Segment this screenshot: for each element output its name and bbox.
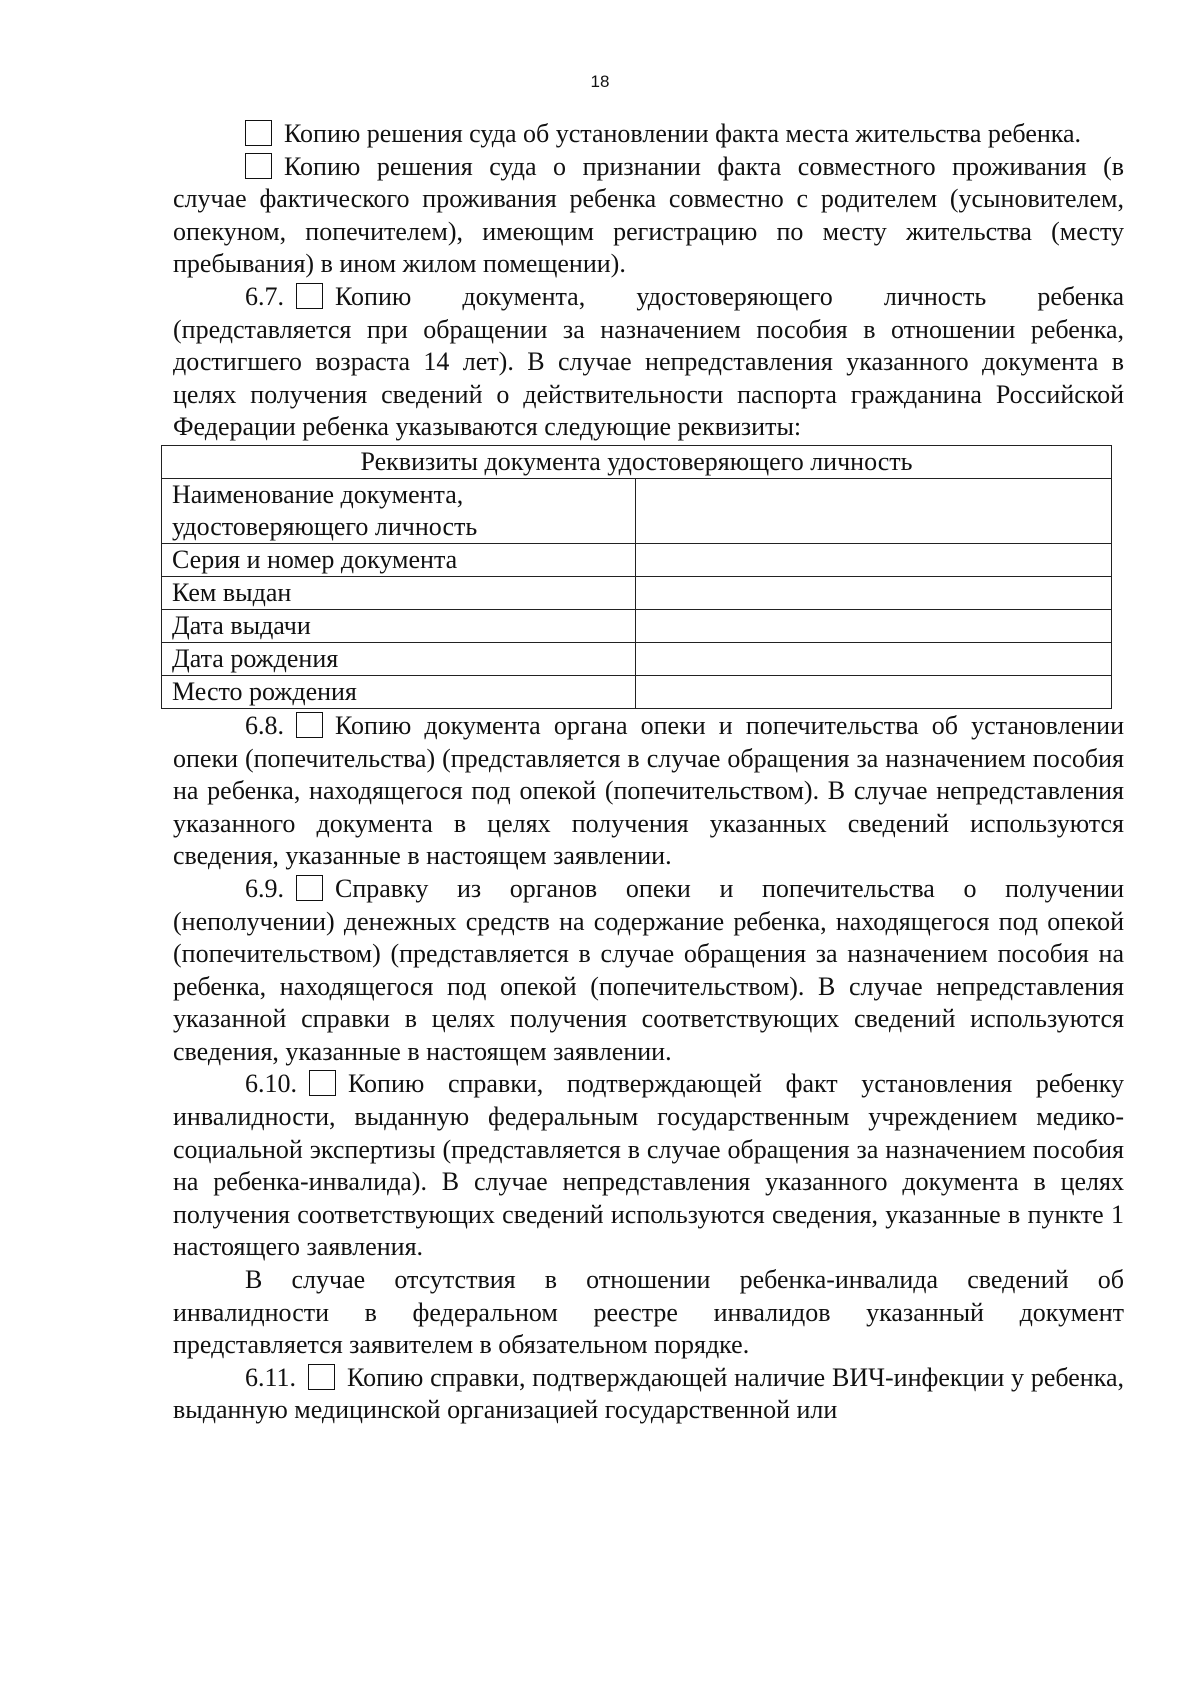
item-court-residence [173,118,1124,151]
table-row-label: Наименование документа, удостоверяющего личность [162,478,636,543]
item-court-cohabitation [173,151,1124,281]
item-number: 6.8. [245,710,284,740]
checkbox-6-11[interactable] [308,1364,335,1390]
item-text: Копию решения суда об установлении факта места жительства ребенка. [284,119,1082,148]
table-row-label: Дата выдачи [162,609,636,642]
item-6-11 [173,1362,1124,1427]
item-number: 6.7. [245,281,284,311]
table-row-value[interactable] [636,609,1112,642]
table-row [162,543,1112,576]
checkbox-6-7[interactable] [296,283,323,309]
item-6-7 [173,281,1124,444]
table-row-value[interactable] [636,675,1112,708]
table-row [162,478,1112,543]
table-row-value[interactable] [636,576,1112,609]
item-number: 6.9. [245,873,284,903]
page-number: 18 [590,72,610,91]
item-text: Справку из органов опеки и попечительства о получении (неполучении) денежных средств на содержание ребенка, находящегося под опекой (попечительством) (представляется в случае обращения за назначением пособия на ребенка, находящегося под опекой (попечительством). В случае непредставления указанной справки в целях получения соответствующих сведений используются сведения, указанные в настоящем заявлении. [173,873,1124,1066]
table-row [162,675,1112,708]
item-number: 6.10. [245,1069,297,1099]
table-row [162,642,1112,675]
table-row-label: Серия и номер документа [162,543,636,576]
table-header-row [162,445,1112,478]
item-6-10 [173,1068,1124,1264]
checkbox-6-9[interactable] [296,875,323,901]
table-row-label: Дата рождения [162,642,636,675]
table-row-label: Кем выдан [162,576,636,609]
item-text: Копию документа органа опеки и попечительства об установлении опеки (попечительства) (представляется в случае обращения за назначением пособия на ребенка, находящегося под опекой (попечительством). В случае непредставления указанного документа в целях получения указанных сведений используются сведения, указанные в настоящем заявлении. [173,710,1124,871]
table-row-value[interactable] [636,642,1112,675]
item-6-8 [173,710,1124,873]
item-text: Копию справки, подтверждающей наличие ВИЧ-инфекции у ребенка, выданную медицинской организацией государственной или [173,1362,1124,1425]
identity-document-table [161,445,1112,709]
item-number: 6.11. [245,1362,297,1392]
item-text: Копию документа, удостоверяющего личность ребенка (представляется при обращении за назначением пособия в отношении ребенка, достигшего возраста 14 лет). В случае непредставления указанного документа в целях получения сведений о действительности паспорта гражданина Российской Федерации ребенка указываются следующие реквизиты: [173,281,1124,442]
item-text: Копию справки, подтверждающей факт установления ребенку инвалидности, выданную федеральным государственным учреждением медико-социальной экспертизы (представляется в случае обращения за назначением пособия на ребенка-инвалида). В случае непредставления указанного документа в целях получения соответствующих сведений используются сведения, указанные в пункте 1 настоящего заявления. [173,1069,1124,1262]
checkbox-6-10[interactable] [309,1070,336,1096]
table-row-value[interactable] [636,543,1112,576]
table-row-label: Место рождения [162,675,636,708]
table-row [162,609,1112,642]
table-header: Реквизиты документа удостоверяющего личность [162,445,1112,478]
document-content [173,118,1124,1427]
disability-registry-note: В случае отсутствия в отношении ребенка-инвалида сведений об инвалидности в федеральном реестре инвалидов указанный документ представляется заявителем в обязательном порядке. [173,1265,1124,1360]
table-row [162,576,1112,609]
checkbox-6-8[interactable] [296,712,323,738]
checkbox-court-residence[interactable] [245,120,272,146]
item-text: Копию решения суда о признании факта совместного проживания (в случае фактического проживания ребенка совместно с родителем (усыновителем, опекуном, попечителем), имеющим регистрацию по месту жительства (месту пребывания) в ином жилом помещении). [173,151,1124,279]
table-row-value[interactable] [636,478,1112,543]
item-6-9 [173,873,1124,1069]
checkbox-court-cohabitation[interactable] [245,153,272,179]
